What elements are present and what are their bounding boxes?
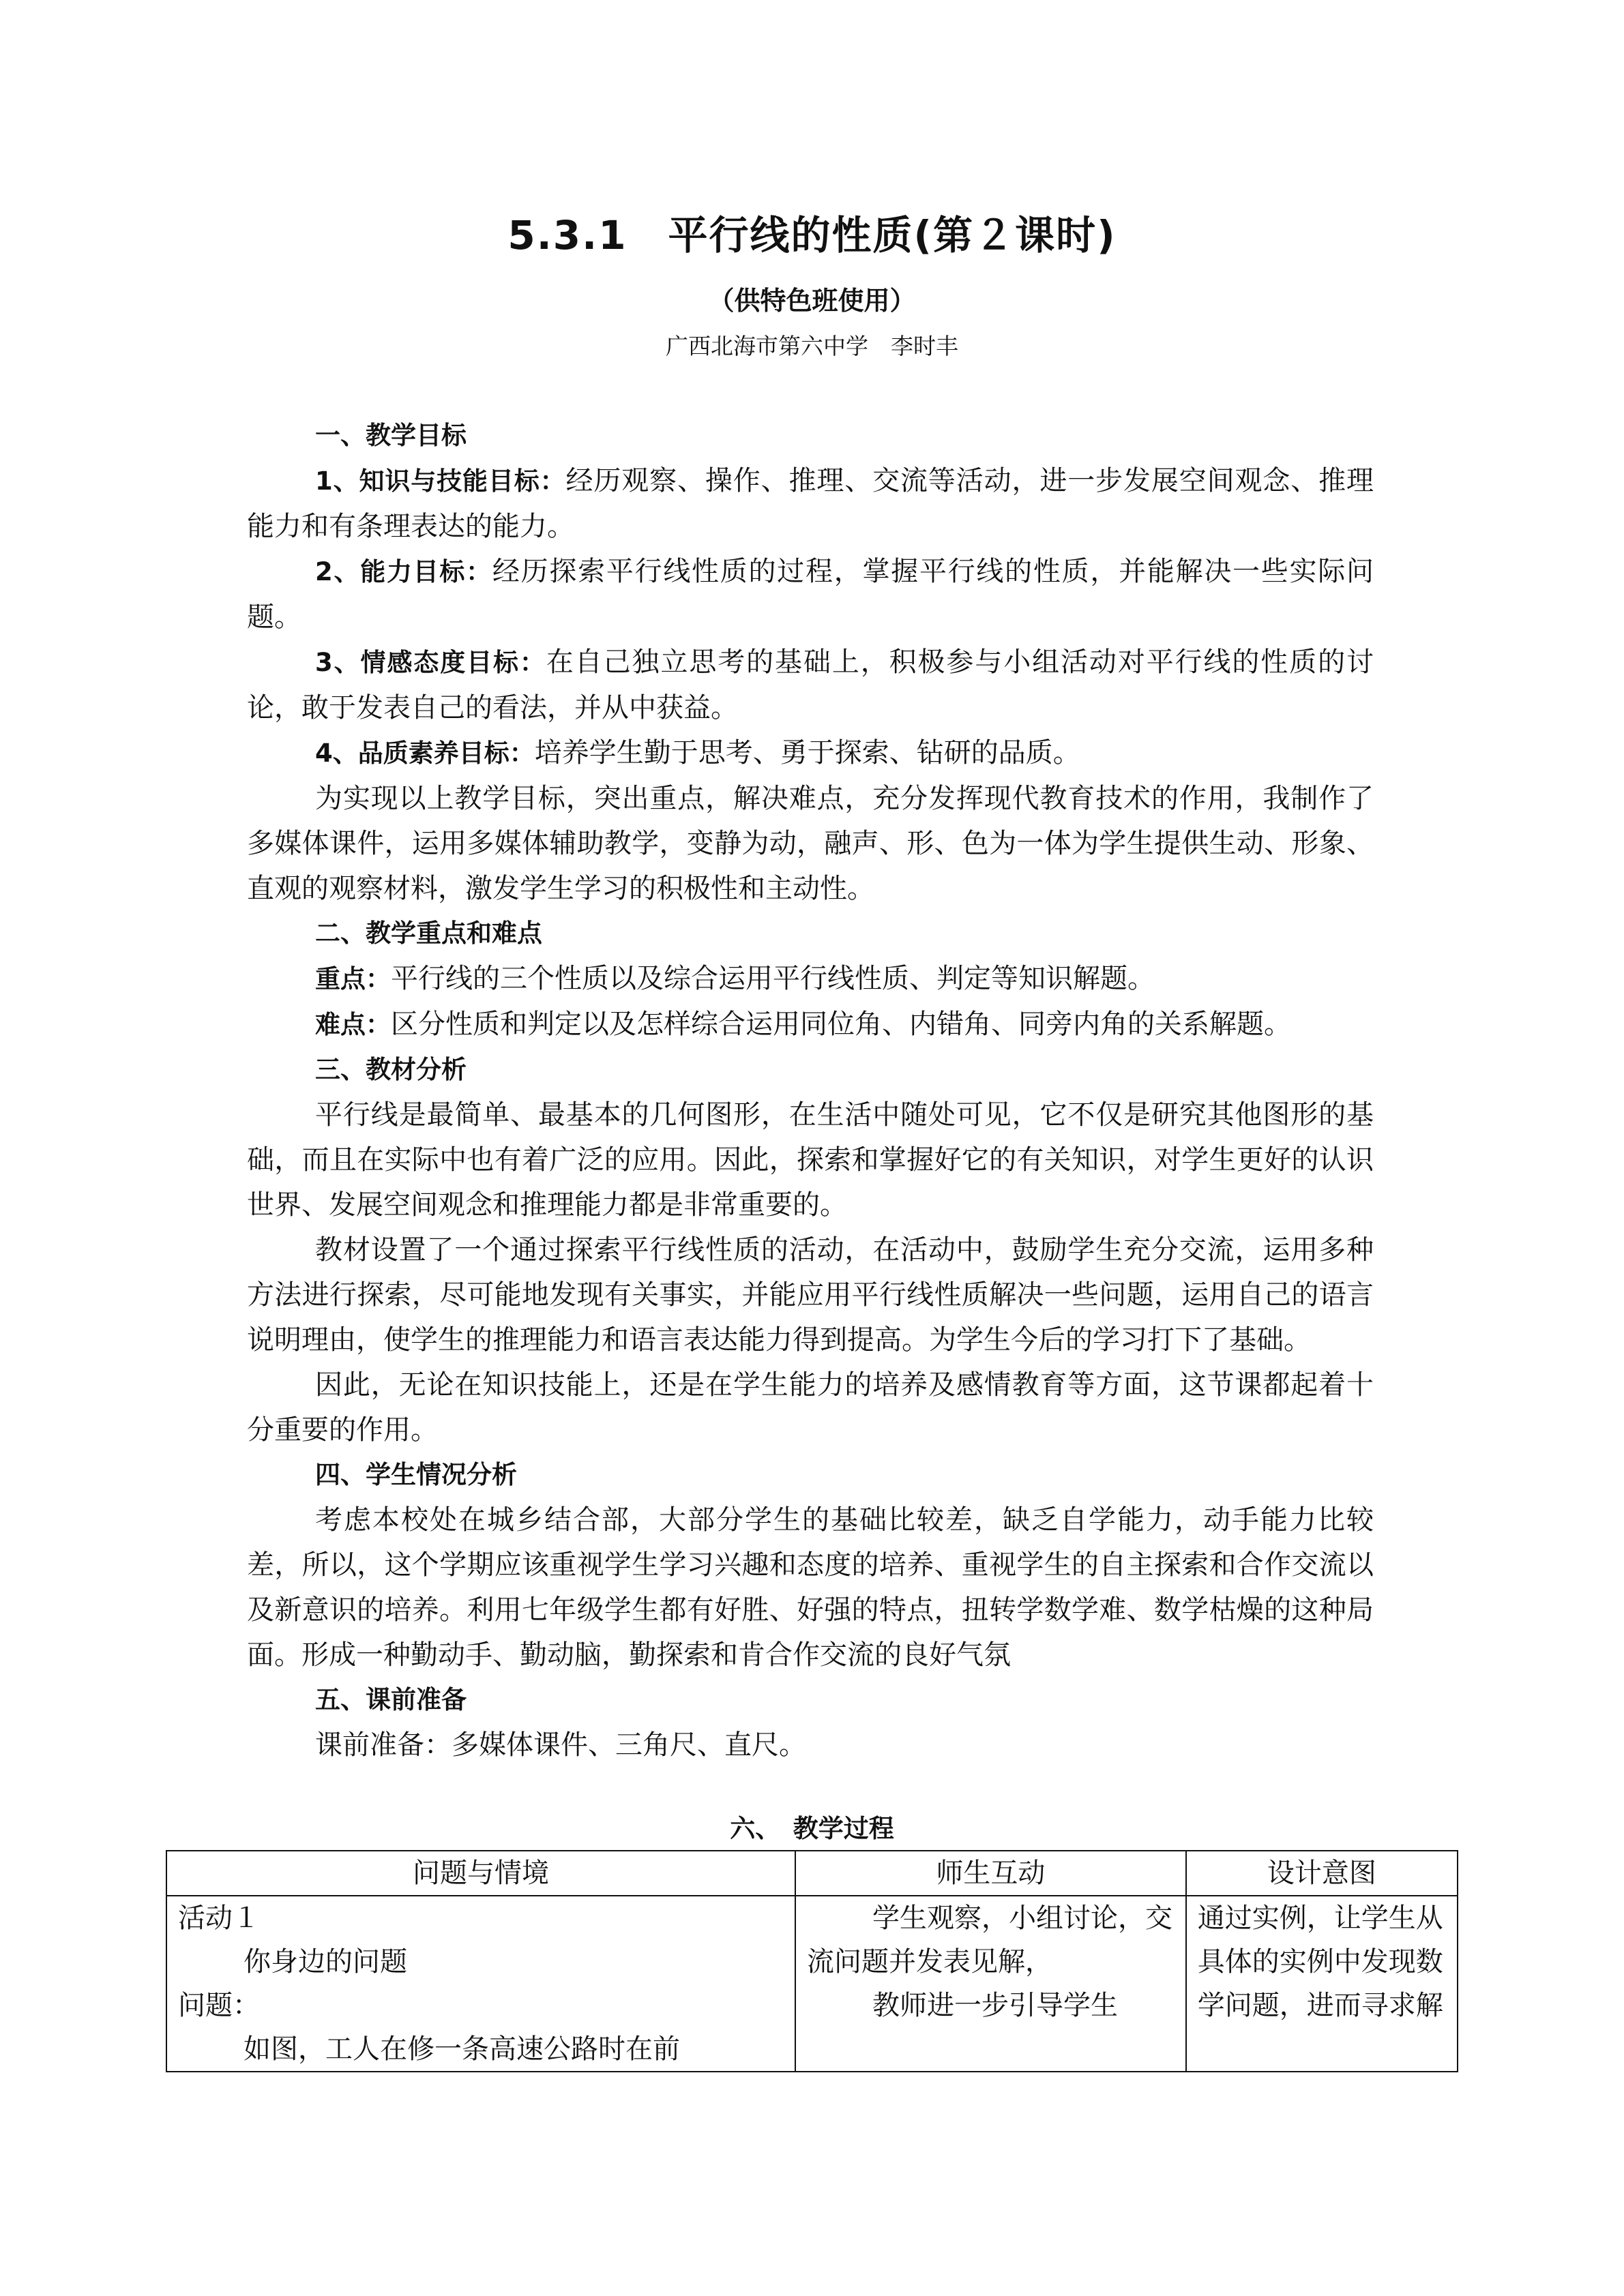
teaching-process-table [166, 1850, 1458, 2072]
section-heading-preparation: 五、课前准备 [315, 1685, 467, 1714]
page-subtitle: （供特色班使用） [708, 286, 916, 316]
interaction-text-1: 学生观察，小组讨论，交流问题并发表见解， [806, 1903, 1172, 1978]
goal-1 [247, 458, 1374, 549]
goal-3 [247, 640, 1374, 730]
interaction-text-2: 教师进一步引导学生 [872, 1990, 1118, 2021]
page-title: 5.3.1 平行线的性质(第２课时) [507, 212, 1117, 258]
intent-text: 通过实例，让学生从具体的实例中发现数学问题，进而寻求解 [1197, 1903, 1443, 2021]
textbook-paragraph-1: 平行线是最简单、最基本的几何图形，在生活中随处可见，它不仅是研究其他图形的基础，而且在实际中也有着广泛的应用。因此，探索和掌握好它的有关知识，对学生更好的认识世界、发展空间观念和推理能力都是非常重要的。 [247, 1099, 1374, 1221]
difficult-point-text: 区分性质和判定以及怎样综合运用同位角、内错角、同旁内角的关系解题。 [391, 1009, 1291, 1040]
table-header-cell: 问题与情境 [166, 1851, 795, 1896]
table-cell-intent [1186, 1896, 1458, 2072]
goal-4-text: 培养学生勤于思考、勇于探索、钻研的品质。 [534, 737, 1080, 769]
key-point-text: 平行线的三个性质以及综合运用平行线性质、判定等知识解题。 [391, 963, 1155, 994]
question-text: 如图，工人在修一条高速公路时在前 [243, 2033, 680, 2065]
table-header-cell: 设计意图 [1186, 1851, 1458, 1896]
table-cell-interaction [795, 1896, 1186, 2072]
key-point-label: 重点： [315, 964, 391, 994]
activity-label: 活动１ [178, 1903, 260, 1934]
goal-2-text: 经历探索平行线性质的过程，掌握平行线的性质，并能解决一些实际问题。 [247, 556, 1374, 633]
section-heading-students: 四、学生情况分析 [315, 1460, 517, 1489]
key-point [247, 956, 1374, 1002]
goal-3-text: 在自己独立思考的基础上，积极参与小组活动对平行线的性质的讨论，敢于发表自己的看法，并从中获益。 [247, 646, 1374, 724]
activity-title: 你身边的问题 [243, 1946, 407, 1978]
goal-2-label: 2、能力目标： [315, 557, 492, 586]
difficult-point-label: 难点： [315, 1010, 391, 1039]
goal-3-label: 3、情感态度目标： [315, 648, 546, 677]
textbook-paragraph-2: 教材设置了一个通过探索平行线性质的活动，在活动中，鼓励学生充分交流，运用多种方法进行探索，尽可能地发现有关事实，并能应用平行线性质解决一些问题，运用自己的语言说明理由，使学生的推理能力和语言表达能力得到提高。为学生今后的学习打下了基础。 [247, 1234, 1374, 1356]
table-cell-situation [166, 1896, 795, 2072]
goal-1-label: 1、知识与技能目标： [315, 466, 566, 496]
students-paragraph: 考虑本校处在城乡结合部，大部分学生的基础比较差，缺乏自学能力，动手能力比较差，所以，这个学期应该重视学生学习兴趣和态度的培养、重视学生的自主探索和合作交流以及新意识的培养。利用七年级学生都有好胜、好强的特点，扭转学数学难、数学枯燥的这种局面。形成一种勤动手、勤动脑，勤探索和肯合作交流的良好气氛 [247, 1504, 1374, 1671]
goal-summary: 为实现以上教学目标，突出重点，解决难点，充分发挥现代教育技术的作用，我制作了多媒体课件，运用多媒体辅助教学，变静为动，融声、形、色为一体为学生提供生动、形象、直观的观察材料，激发学生学习的积极性和主动性。 [247, 783, 1374, 904]
question-label: 问题： [178, 1990, 260, 2021]
goal-4-label: 4、品质素养目标： [315, 739, 535, 768]
difficult-point [247, 1002, 1374, 1047]
process-table-title: 六、 教学过程 [730, 1814, 894, 1843]
author-line: 广西北海市第六中学 李时丰 [666, 333, 958, 359]
section-heading-goals: 一、教学目标 [315, 421, 467, 450]
table-row [166, 1896, 1458, 2072]
table-header-row [166, 1851, 1458, 1896]
goal-1-text: 经历观察、操作、推理、交流等活动，进一步发展空间观念、推理能力和有条理表达的能力。 [247, 465, 1374, 542]
document-body [247, 413, 1374, 1768]
goal-2 [247, 549, 1374, 640]
table-header-cell: 师生互动 [795, 1851, 1186, 1896]
section-heading-textbook: 三、教材分析 [315, 1055, 467, 1084]
preparation-paragraph: 课前准备：多媒体课件、三角尺、直尺。 [315, 1729, 806, 1761]
goal-4 [247, 730, 1374, 776]
section-heading-key-points: 二、教学重点和难点 [315, 919, 542, 948]
textbook-paragraph-3: 因此，无论在知识技能上，还是在学生能力的培养及感情教育等方面，这节课都起着十分重要的作用。 [247, 1369, 1374, 1446]
